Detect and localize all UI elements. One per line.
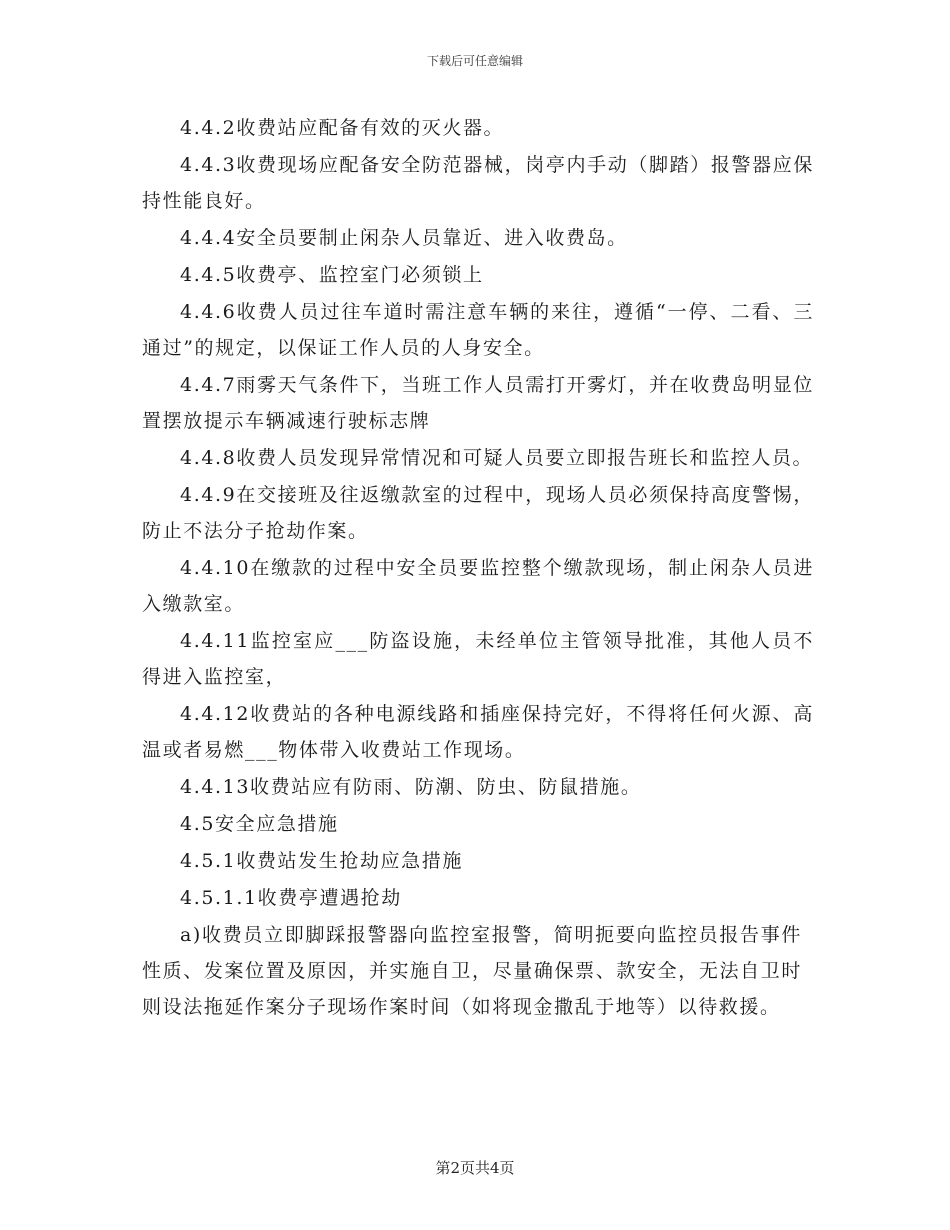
paragraph-4-4-12: 4.4.12收费站的各种电源线路和插座保持完好，不得将任何火源、高温或者易燃___物体带入收费站工作现场。 [142,703,814,761]
section-heading-4-5-1: 4.5.1收费站发生抢劫应急措施 [180,850,463,872]
paragraph-4-4-2: 4.4.2收费站应配备有效的灭火器。 [180,117,505,139]
page-number: 第2页共4页 [435,1159,515,1177]
page-header-note: 下载后可任意编辑 [426,54,523,68]
document-body [142,110,814,1026]
paragraph-item-a: a)收费员立即脚踩报警器向监控室报警，简明扼要向监控员报告事件性质、发案位置及原因，并实施自卫，尽量确保票、款安全，无法自卫时则设法拖延作案分子现场作案时间（如将现金撒乱于地等）以待救援。 [142,924,802,1018]
paragraph-4-4-11: 4.4.11监控室应___防盗设施，未经单位主管领导批准，其他人员不得进入监控室， [142,630,814,688]
section-heading-4-5: 4.5安全应急措施 [180,813,339,835]
paragraph-4-4-13: 4.4.13收费站应有防雨、防潮、防虫、防鼠措施。 [180,776,642,798]
paragraph-4-4-8: 4.4.8收费人员发现异常情况和可疑人员要立即报告班长和监控人员。 [180,447,814,469]
paragraph-4-4-7: 4.4.7雨雾天气条件下，当班工作人员需打开雾灯，并在收费岛明显位置摆放提示车辆减速行驶标志牌 [142,374,814,432]
paragraph-4-4-9: 4.4.9在交接班及往返缴款室的过程中，现场人员必须保持高度警惕，防止不法分子抢劫作案。 [142,484,814,542]
paragraph-4-4-3: 4.4.3收费现场应配备安全防范器械，岗亭内手动（脚踏）报警器应保持性能良好。 [142,154,814,212]
paragraph-4-4-6: 4.4.6收费人员过往车道时需注意车辆的来往，遵循“一停、二看、三通过”的规定，以保证工作人员的人身安全。 [142,301,814,359]
section-heading-4-5-1-1: 4.5.1.1收费亭遭遇抢劫 [180,887,402,909]
paragraph-4-4-10: 4.4.10在缴款的过程中安全员要监控整个缴款现场，制止闲杂人员进入缴款室。 [142,557,814,615]
paragraph-4-4-4: 4.4.4安全员要制止闲杂人员靠近、进入收费岛。 [180,227,628,249]
paragraph-4-4-5: 4.4.5收费亭、监控室门必须锁上 [180,264,484,286]
